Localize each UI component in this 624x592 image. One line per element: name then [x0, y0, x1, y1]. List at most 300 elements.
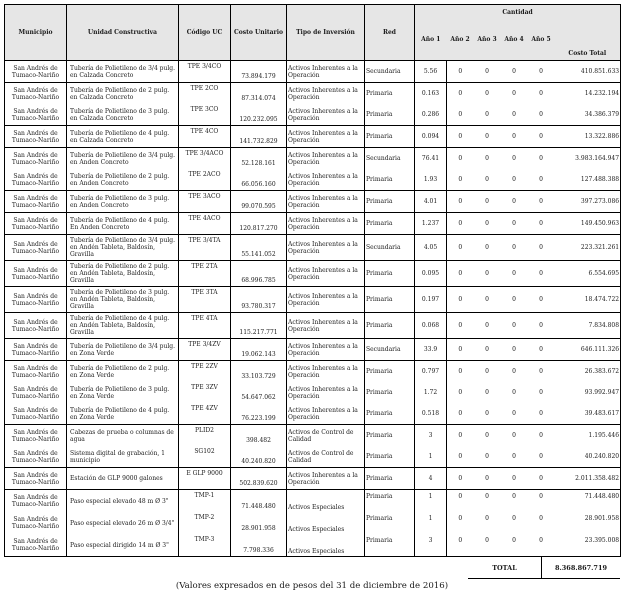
costo-unitario-cell: 93.780.317	[231, 287, 287, 313]
ano-3-cell: 0	[474, 126, 501, 148]
tipo-cell: Activos Inherentes a la Operación	[287, 83, 365, 105]
ano-1-cell: 4.01	[415, 191, 447, 213]
ano-4-cell: 0	[501, 313, 528, 339]
ano-2-cell: 0	[447, 287, 474, 313]
table-row	[5, 61, 621, 83]
table-row	[5, 403, 621, 425]
costo-unitario-cell: 120.817.270	[231, 213, 287, 235]
ano-2-cell: 0	[447, 339, 474, 361]
codigo-cell: TPE 3/4TA	[179, 235, 231, 261]
red-cell: Primaria	[365, 468, 415, 490]
ano-3-cell: 0	[485, 410, 489, 417]
codigo-cell: TPE 3/4CO	[179, 61, 231, 83]
ano-1-cell: 0.068	[415, 313, 447, 339]
ano-1-cell: 1	[415, 512, 447, 534]
ano-2-cell: 0	[447, 490, 474, 513]
ano-2-cell: 0	[458, 453, 463, 460]
ano-3-cell: 0	[474, 425, 501, 447]
ano-4-cell: 0	[512, 453, 516, 460]
tipo-cell: Activos Inherentes a la Operación	[287, 287, 365, 313]
ano-2-cell: 0	[447, 191, 474, 213]
ano-3-cell: 0	[485, 453, 489, 460]
ano-2-cell: 0	[447, 425, 474, 447]
tipo-cell: Activos Especiales	[287, 490, 365, 513]
ano-3-cell: 0	[474, 490, 501, 513]
costo-unitario-cell: 71.448.480	[231, 490, 287, 513]
costo-total-cell: 26.383.672	[555, 361, 621, 383]
unidad-cell: Tubería de Polietileno de 3/4 pulg. en Calzada Concreto	[67, 61, 179, 83]
costo-unitario-cell: 76.223.199	[231, 403, 287, 425]
ano-4-cell: 0	[501, 61, 528, 83]
tipo-cell: Activos de Control de Calidad	[287, 425, 365, 447]
table-row	[5, 361, 621, 383]
ano-1-cell: 1.72	[415, 382, 447, 403]
ano-3-cell: 0	[474, 468, 501, 490]
ano-1-cell: 4	[415, 468, 447, 490]
costo-unitario-cell: 68.996.785	[231, 261, 287, 287]
ano-3-cell: 0	[474, 534, 501, 557]
header-codigo-uc: Código UC	[179, 5, 231, 61]
costo-total-cell: 93.992.947	[555, 382, 621, 403]
tipo-cell: Activos Inherentes a la Operación	[287, 261, 365, 287]
municipio-cell: San Andrés de Tumaco-Nariño	[5, 261, 67, 287]
codigo-cell: TPE 2TA	[179, 261, 231, 287]
municipio-cell: San Andrés de Tumaco-Nariño	[5, 169, 67, 191]
investment-cost-table	[4, 4, 621, 557]
tipo-cell: Activos Inherentes a la Operación	[287, 313, 365, 339]
tipo-cell: Activos Inherentes a la Operación	[287, 361, 365, 383]
ano-5-cell: 0	[539, 176, 543, 183]
ano-4-cell: 0	[501, 361, 528, 383]
ano-5-cell: 0	[528, 287, 555, 313]
unidad-cell: Tubería de Polietileno de 4 pulg. en Zona Verde	[67, 403, 179, 425]
ano-5-cell: 0	[528, 361, 555, 383]
red-cell: Primaria	[365, 104, 415, 126]
ano-1-cell: 1	[415, 490, 447, 513]
ano-3-cell: 0	[474, 213, 501, 235]
table-row	[5, 235, 621, 261]
ano-2-cell: 0	[447, 361, 474, 383]
tipo-cell: Activos Inherentes a la Operación	[287, 126, 365, 148]
ano-5-cell: 0	[539, 515, 543, 522]
costo-unitario-cell: 502.839.620	[231, 468, 287, 490]
unidad-cell: Tubería de Polietileno de 4 pulg. En Anden Concreto	[67, 213, 179, 235]
codigo-cell: TPE 3ZV	[179, 382, 231, 403]
ano-5-cell: 0	[528, 490, 555, 513]
header-red: Red	[365, 5, 415, 61]
ano-5-cell: 0	[528, 425, 555, 447]
costo-unitario-cell: 28.901.958	[231, 512, 287, 534]
unidad-cell: Tubería de Polietileno de 4 pulg. en Calzada Concreto	[67, 126, 179, 148]
tipo-cell: Activos Inherentes a la Operación	[287, 191, 365, 213]
ano-3-cell: 0	[485, 389, 489, 396]
ano-1-cell: 0.163	[415, 83, 447, 105]
municipio-cell: San Andrés de Tumaco-Nariño	[5, 403, 67, 425]
ano-3-cell: 0	[474, 235, 501, 261]
costo-unitario-cell: 19.062.143	[231, 339, 287, 361]
municipio-cell: San Andrés de Tumaco-Nariño	[5, 339, 67, 361]
costo-unitario-cell: 398.482	[231, 425, 287, 447]
costo-total-cell: 71.448.480	[555, 490, 621, 513]
costo-total-cell: 149.450.963	[555, 213, 621, 235]
red-cell: Primaria	[365, 446, 415, 468]
table-row	[5, 425, 621, 447]
tipo-cell: Activos Especiales	[287, 512, 365, 534]
ano-2-cell: 0	[447, 313, 474, 339]
ano-3-cell: 0	[474, 361, 501, 383]
codigo-cell: TMP-2	[179, 512, 231, 534]
costo-unitario-cell: 120.232.095	[231, 104, 287, 126]
municipio-cell: San Andrés de Tumaco-Nariño	[5, 104, 67, 126]
codigo-cell: TPE 3CO	[179, 104, 231, 126]
ano-1-cell: 0.518	[415, 403, 447, 425]
municipio-cell: San Andrés de Tumaco-Nariño	[5, 61, 67, 83]
tipo-cell: Activos Inherentes a la Operación	[287, 61, 365, 83]
header-ano-2: Año 2	[447, 19, 474, 61]
unidad-cell: Tubería de Polietileno de 2 pulg. en Anden Concreto	[67, 169, 179, 191]
red-cell: Secundaria	[365, 339, 415, 361]
ano-2-cell: 0	[447, 235, 474, 261]
tipo-cell: Activos Inherentes a la Operación	[287, 382, 365, 403]
tipo-cell: Activos Inherentes a la Operación	[287, 148, 365, 170]
ano-3-cell: 0	[474, 339, 501, 361]
codigo-cell: TPE 4CO	[179, 126, 231, 148]
codigo-cell: TPE 3/4ACO	[179, 148, 231, 170]
ano-4-cell: 0	[512, 410, 516, 417]
costo-unitario-cell: 141.732.829	[231, 126, 287, 148]
ano-1-cell: 76.41	[415, 148, 447, 170]
municipio-cell: San Andrés de Tumaco-Nariño	[5, 287, 67, 313]
unidad-cell: Tubería de Polietileno de 3 pulg. en Anden Concreto	[67, 191, 179, 213]
red-cell: Primaria	[365, 382, 415, 403]
ano-3-cell: 0	[485, 111, 489, 118]
municipio-cell: San Andrés de Tumaco-Nariño	[5, 126, 67, 148]
municipio-cell: San Andrés de Tumaco-Nariño	[5, 191, 67, 213]
ano-5-cell: 0	[539, 111, 543, 118]
ano-5-cell: 0	[528, 61, 555, 83]
ano-1-cell: 0.197	[415, 287, 447, 313]
tipo-cell: Activos Inherentes a la Operación	[287, 169, 365, 191]
unidad-cell: Tubería de Polietileno de 4 pulg. en Andén Tableta, Baldosín, Gravilla	[67, 313, 179, 339]
table-row	[5, 382, 621, 403]
ano-5-cell: 0	[528, 534, 555, 557]
ano-1-cell: 4.05	[415, 235, 447, 261]
costo-unitario-cell: 40.240.820	[231, 446, 287, 468]
costo-total-cell: 127.488.388	[555, 169, 621, 191]
costo-total-cell: 6.554.695	[555, 261, 621, 287]
header-costo-total: Costo Total	[555, 19, 621, 61]
ano-2-cell: 0	[458, 389, 463, 396]
costo-unitario-cell: 54.647.062	[231, 382, 287, 403]
tipo-cell: Activos Especiales	[287, 534, 365, 557]
table-row	[5, 287, 621, 313]
ano-5-cell: 0	[528, 235, 555, 261]
ano-2-cell: 0	[447, 534, 474, 557]
table-row	[5, 83, 621, 105]
ano-4-cell: 0	[501, 339, 528, 361]
tipo-cell: Activos Inherentes a la Operación	[287, 403, 365, 425]
ano-3-cell: 0	[474, 148, 501, 170]
ano-5-cell: 0	[528, 126, 555, 148]
ano-5-cell: 0	[528, 261, 555, 287]
costo-total-cell: 223.321.261	[555, 235, 621, 261]
ano-5-cell: 0	[528, 468, 555, 490]
unidad-cell: Paso especial dirigido 14 m Ø 3"	[67, 534, 179, 557]
table-row	[5, 313, 621, 339]
costo-total-cell: 28.901.958	[555, 512, 621, 534]
costo-unitario-cell: 73.894.179	[231, 61, 287, 83]
ano-4-cell: 0	[501, 213, 528, 235]
ano-1-cell: 0.095	[415, 261, 447, 287]
costo-unitario-cell: 52.128.161	[231, 148, 287, 170]
municipio-cell: San Andrés de Tumaco-Nariño	[5, 361, 67, 383]
unidad-cell: Tubería de Polietileno de 3/4 pulg. en Anden Concreto	[67, 148, 179, 170]
codigo-cell: TPE 4ZV	[179, 403, 231, 425]
ano-4-cell: 0	[512, 176, 516, 183]
ano-5-cell: 0	[528, 148, 555, 170]
unidad-cell: Tubería de Polietileno de 2 pulg. en Calzada Concreto	[67, 83, 179, 105]
costo-unitario-cell: 87.314.074	[231, 83, 287, 105]
header-tipo-inversion: Tipo de Inversión	[287, 5, 365, 61]
codigo-cell: PLID2	[179, 425, 231, 447]
header-ano-5: Año 5	[528, 19, 555, 61]
codigo-cell: TPE 2ACO	[179, 169, 231, 191]
costo-unitario-cell: 7.798.336	[231, 534, 287, 557]
unidad-cell: Tubería de Polietileno de 3/4 pulg. en Andén Tableta, Baldosín, Gravilla	[67, 235, 179, 261]
table-row	[5, 468, 621, 490]
costo-total-cell: 39.483.617	[555, 403, 621, 425]
tipo-cell: Activos de Control de Calidad	[287, 446, 365, 468]
ano-4-cell: 0	[501, 83, 528, 105]
codigo-cell: TMP-3	[179, 534, 231, 557]
codigo-cell: TPE 3/4ZV	[179, 339, 231, 361]
unidad-cell: Paso especial elevado 26 m Ø 3/4"	[67, 512, 179, 534]
ano-4-cell: 0	[512, 389, 516, 396]
red-cell: Primaria	[365, 313, 415, 339]
ano-5-cell: 0	[528, 191, 555, 213]
ano-3-cell: 0	[474, 261, 501, 287]
codigo-cell: TPE 4TA	[179, 313, 231, 339]
red-cell: Primaria	[365, 169, 415, 191]
codigo-cell: TPE 4ACO	[179, 213, 231, 235]
red-cell: Secundaria	[365, 61, 415, 83]
codigo-cell: TMP-1	[179, 490, 231, 513]
codigo-cell: TPE 2ZV	[179, 361, 231, 383]
municipio-cell: San Andrés de Tumaco-Nariño	[5, 235, 67, 261]
red-cell: Secundaria	[365, 235, 415, 261]
red-cell: Primaria	[365, 490, 415, 513]
table-row	[5, 339, 621, 361]
ano-1-cell: 33.9	[415, 339, 447, 361]
municipio-cell: San Andrés de Tumaco-Nariño	[5, 148, 67, 170]
costo-unitario-cell: 66.056.160	[231, 169, 287, 191]
ano-1-cell: 0.094	[415, 126, 447, 148]
table-row	[5, 446, 621, 468]
ano-3-cell: 0	[474, 61, 501, 83]
page-wrapper	[4, 0, 623, 592]
costo-total-cell: 2.011.358.482	[555, 468, 621, 490]
unidad-cell: Tubería de Polietileno de 2 pulg. en Zona Verde	[67, 361, 179, 383]
codigo-cell: SG102	[179, 446, 231, 468]
ano-1-cell: 1	[415, 446, 447, 468]
ano-1-cell: 1.93	[415, 169, 447, 191]
red-cell: Primaria	[365, 191, 415, 213]
ano-3-cell: 0	[474, 287, 501, 313]
municipio-cell: San Andrés de Tumaco-Nariño	[5, 382, 67, 403]
ano-2-cell: 0	[458, 515, 463, 522]
table-row	[5, 512, 621, 534]
red-cell: Primaria	[365, 213, 415, 235]
costo-unitario-cell: 115.217.771	[231, 313, 287, 339]
header-ano-4: Año 4	[501, 19, 528, 61]
unidad-cell: Paso especial elevado 48 m Ø 3"	[67, 490, 179, 513]
ano-2-cell: 0	[458, 410, 463, 417]
costo-total-cell: 18.474.722	[555, 287, 621, 313]
costo-total-cell: 410.851.633	[555, 61, 621, 83]
costo-total-cell: 646.111.326	[555, 339, 621, 361]
total-row	[468, 557, 620, 579]
ano-3-cell: 0	[474, 191, 501, 213]
ano-1-cell: 0.286	[415, 104, 447, 126]
red-cell: Primaria	[365, 83, 415, 105]
ano-4-cell: 0	[512, 111, 516, 118]
tipo-cell: Activos Inherentes a la Operación	[287, 104, 365, 126]
municipio-cell: San Andrés de Tumaco-Nariño	[5, 512, 67, 534]
ano-3-cell: 0	[474, 83, 501, 105]
ano-5-cell: 0	[539, 389, 543, 396]
ano-4-cell: 0	[501, 126, 528, 148]
header-ano-3: Año 3	[474, 19, 501, 61]
ano-2-cell: 0	[447, 148, 474, 170]
ano-2-cell: 0	[447, 213, 474, 235]
unidad-cell: Tubería de Polietileno de 3 pulg. en Andén Tableta, Baldosín, Gravilla	[67, 287, 179, 313]
ano-5-cell: 0	[528, 213, 555, 235]
red-cell: Primaria	[365, 534, 415, 557]
municipio-cell: San Andrés de Tumaco-Nariño	[5, 313, 67, 339]
tipo-cell: Activos Inherentes a la Operación	[287, 213, 365, 235]
table-row	[5, 148, 621, 170]
ano-4-cell: 0	[501, 468, 528, 490]
ano-1-cell: 3	[415, 425, 447, 447]
table-row	[5, 534, 621, 557]
costo-total-cell: 23.395.008	[555, 534, 621, 557]
total-value: 8.368.867.719	[554, 563, 608, 572]
costo-total-cell: 34.386.379	[555, 104, 621, 126]
header-cantidad: Cantidad	[415, 5, 621, 20]
table-row	[5, 261, 621, 287]
codigo-cell: TPE 2CO	[179, 83, 231, 105]
ano-5-cell: 0	[528, 313, 555, 339]
ano-5-cell: 0	[539, 453, 543, 460]
unidad-cell: Sistema digital de grabación, 1 municipio	[67, 446, 179, 468]
ano-4-cell: 0	[501, 148, 528, 170]
table-row	[5, 104, 621, 126]
table-row	[5, 490, 621, 513]
ano-4-cell: 0	[501, 261, 528, 287]
values-footnote: (Valores expresados en de pesos del 31 de diciembre de 2016)	[175, 581, 449, 591]
costo-total-cell: 397.273.086	[555, 191, 621, 213]
ano-5-cell: 0	[528, 339, 555, 361]
ano-4-cell: 0	[501, 287, 528, 313]
tipo-cell: Activos Inherentes a la Operación	[287, 468, 365, 490]
red-cell: Primaria	[365, 403, 415, 425]
costo-total-cell: 40.240.820	[555, 446, 621, 468]
ano-1-cell: 1.237	[415, 213, 447, 235]
municipio-cell: San Andrés de Tumaco-Nariño	[5, 213, 67, 235]
costo-unitario-cell: 99.070.595	[231, 191, 287, 213]
municipio-cell: San Andrés de Tumaco-Nariño	[5, 468, 67, 490]
header-unidad-constructiva: Unidad Constructiva	[67, 5, 179, 61]
red-cell: Primaria	[365, 361, 415, 383]
ano-3-cell: 0	[474, 313, 501, 339]
codigo-cell: E GLP 9000	[179, 468, 231, 490]
ano-2-cell: 0	[447, 126, 474, 148]
unidad-cell: Estación de GLP 9000 galones	[67, 468, 179, 490]
ano-2-cell: 0	[447, 468, 474, 490]
municipio-cell: San Andrés de Tumaco-Nariño	[5, 83, 67, 105]
red-cell: Primaria	[365, 287, 415, 313]
ano-4-cell: 0	[512, 515, 516, 522]
unidad-cell: Cabezas de prueba o columnas de agua	[67, 425, 179, 447]
municipio-cell: San Andrés de Tumaco-Nariño	[5, 534, 67, 557]
table-body	[5, 61, 621, 557]
unidad-cell: Tubería de Polietileno de 3 pulg. en Zona Verde	[67, 382, 179, 403]
municipio-cell: San Andrés de Tumaco-Nariño	[5, 446, 67, 468]
header-ano-1: Año 1	[415, 19, 447, 61]
red-cell: Primaria	[365, 126, 415, 148]
header-costo-unitario: Costo Unitario	[231, 5, 287, 61]
costo-total-cell: 14.232.194	[555, 83, 621, 105]
ano-1-cell: 5.56	[415, 61, 447, 83]
red-cell: Secundaria	[365, 148, 415, 170]
ano-2-cell: 0	[447, 61, 474, 83]
red-cell: Primaria	[365, 425, 415, 447]
total-label: TOTAL	[468, 557, 542, 578]
codigo-cell: TPE 3ACO	[179, 191, 231, 213]
ano-3-cell: 0	[485, 176, 489, 183]
ano-5-cell: 0	[539, 410, 543, 417]
unidad-cell: Tubería de Polietileno de 3/4 pulg. en Zona Verde	[67, 339, 179, 361]
unidad-cell: Tubería de Polietileno de 3 pulg. en Calzada Concreto	[67, 104, 179, 126]
red-cell: Primaria	[365, 261, 415, 287]
table-row	[5, 191, 621, 213]
ano-4-cell: 0	[501, 191, 528, 213]
costo-total-cell: 7.834.808	[555, 313, 621, 339]
ano-2-cell: 0	[458, 111, 463, 118]
ano-4-cell: 0	[501, 235, 528, 261]
ano-4-cell: 0	[501, 490, 528, 513]
ano-2-cell: 0	[458, 176, 463, 183]
table-row	[5, 169, 621, 191]
costo-total-cell: 13.322.886	[555, 126, 621, 148]
ano-5-cell: 0	[528, 83, 555, 105]
tipo-cell: Activos Inherentes a la Operación	[287, 339, 365, 361]
costo-total-cell: 3.983.164.947	[555, 148, 621, 170]
ano-1-cell: 3	[415, 534, 447, 557]
tipo-cell: Activos Inherentes a la Operación	[287, 235, 365, 261]
ano-4-cell: 0	[501, 534, 528, 557]
codigo-cell: TPE 3TA	[179, 287, 231, 313]
municipio-cell: San Andrés de Tumaco-Nariño	[5, 490, 67, 513]
municipio-cell: San Andrés de Tumaco-Nariño	[5, 425, 67, 447]
costo-total-cell: 1.195.446	[555, 425, 621, 447]
unidad-cell: Tubería de Polietileno de 2 pulg. en Andén Tableta, Baldosín, Gravilla	[67, 261, 179, 287]
costo-unitario-cell: 33.103.729	[231, 361, 287, 383]
table-row	[5, 213, 621, 235]
header-municipio: Municipio	[5, 5, 67, 61]
costo-unitario-cell: 55.141.052	[231, 235, 287, 261]
ano-2-cell: 0	[447, 83, 474, 105]
